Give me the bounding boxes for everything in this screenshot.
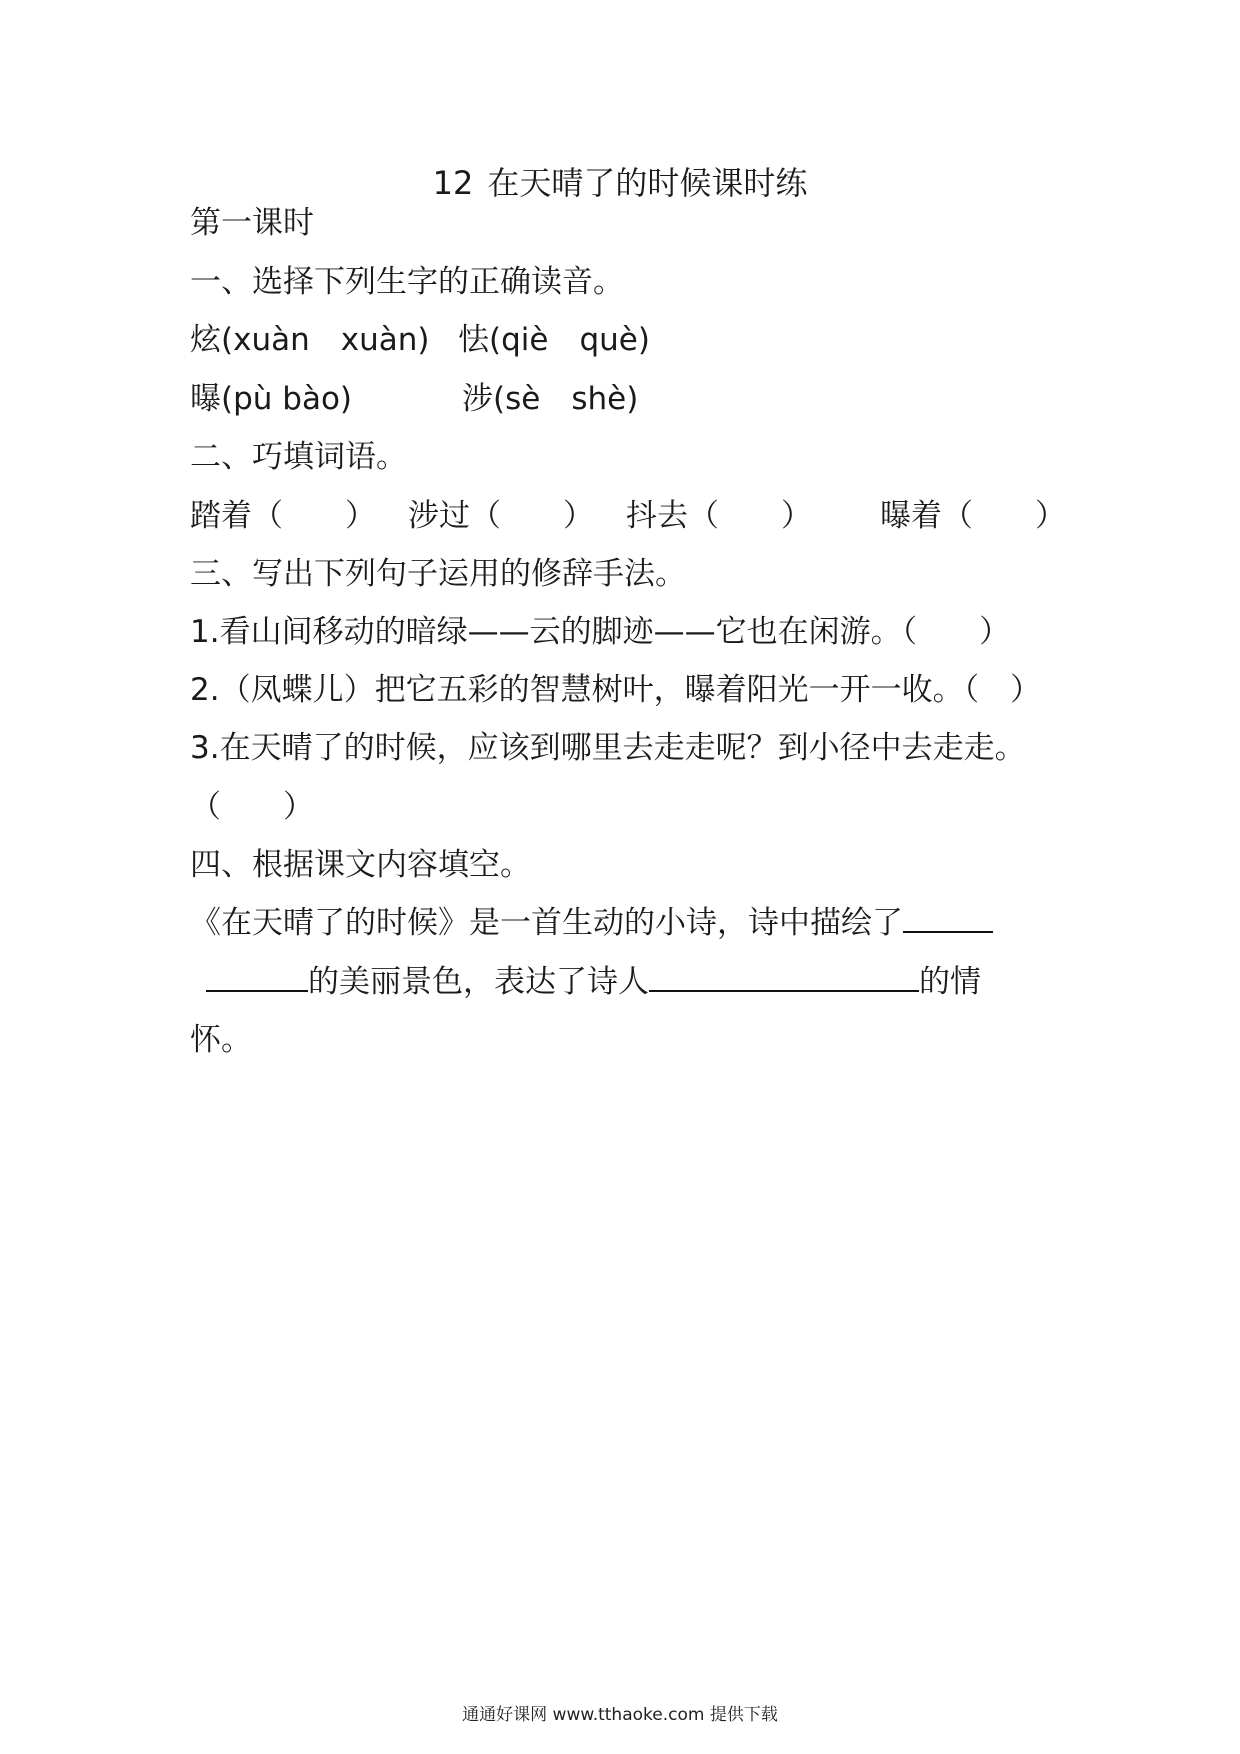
q2-item: 抖去（ ） bbox=[626, 498, 812, 534]
q2-heading: 二、巧填词语。 bbox=[190, 439, 407, 475]
page-title bbox=[0, 163, 1240, 203]
q2-item: 曝着（ ） bbox=[880, 498, 1066, 534]
title-text: 在天晴了的时候课时练 bbox=[487, 164, 808, 202]
q2-item: 涉过（ ） bbox=[408, 498, 594, 534]
q3-sentence-3: 3.在天晴了的时候，应该到哪里去走走呢？到小径中去走走。 bbox=[190, 730, 1026, 766]
q1-item: 涉(sè shè) bbox=[462, 381, 639, 417]
q1-item: 炫(xuàn xuàn) bbox=[190, 322, 430, 358]
q1-heading: 一、选择下列生字的正确读音。 bbox=[190, 264, 624, 300]
q3-sentence-1: 1.看山间移动的暗绿——云的脚迹——它也在闲游。（ ） bbox=[190, 614, 1011, 650]
q2-row bbox=[190, 496, 1090, 536]
q1-item: 怯(qiè què) bbox=[458, 322, 650, 358]
q3-answer-brackets: （ ） bbox=[190, 789, 314, 825]
fill-blank-2[interactable] bbox=[649, 962, 919, 992]
q1-row-1 bbox=[190, 320, 1090, 360]
q2-item: 踏着（ ） bbox=[190, 498, 376, 534]
q4-text-2: 的美丽景色，表达了诗人 bbox=[308, 964, 649, 1000]
fill-blank-1[interactable] bbox=[903, 903, 993, 933]
q1-item: 曝(pù bào) bbox=[190, 381, 353, 417]
q1-row-2 bbox=[190, 379, 1090, 419]
q4-heading: 四、根据课文内容填空。 bbox=[190, 847, 531, 883]
q4-text-3: 的情 bbox=[919, 964, 981, 1000]
fill-blank-1-continued[interactable] bbox=[206, 962, 308, 992]
q4-line-2 bbox=[190, 962, 981, 1002]
q4-line-1 bbox=[190, 903, 993, 943]
title-number: 12 bbox=[432, 164, 474, 202]
q4-line-3: 怀。 bbox=[190, 1022, 252, 1058]
q4-text-1: 《在天晴了的时候》是一首生动的小诗，诗中描绘了 bbox=[190, 905, 903, 941]
q3-sentence-2: 2.（凤蝶儿）把它五彩的智慧树叶，曝着阳光一开一收。（ ） bbox=[190, 672, 1042, 708]
footer-source: 通通好课网 www.tthaoke.com 提供下载 bbox=[462, 1705, 778, 1725]
q3-heading: 三、写出下列句子运用的修辞手法。 bbox=[190, 556, 686, 592]
lesson-label: 第一课时 bbox=[190, 205, 314, 241]
